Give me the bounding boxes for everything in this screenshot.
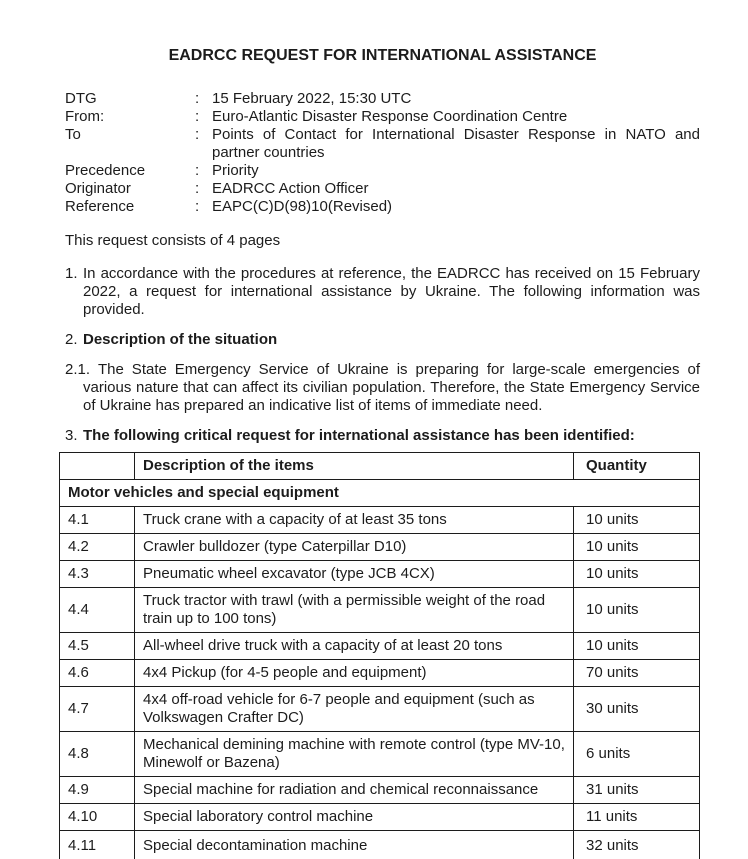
paragraph-number: 3. [65, 427, 78, 444]
cell-description: All-wheel drive truck with a capacity of at least 20 tons [135, 633, 574, 660]
table-row [60, 534, 700, 561]
field-value: Euro-Atlantic Disaster Response Coordination Centre [212, 108, 568, 125]
cell-description: 4x4 off-road vehicle for 6-7 people and equipment (such as Volkswagen Crafter DC) [135, 687, 574, 732]
field-value: EAPC(C)D(98)10(Revised) [212, 198, 393, 215]
paragraph [65, 331, 700, 349]
field-label: Precedence [65, 162, 146, 179]
cell-quantity: 10 units [574, 507, 700, 534]
cell-quantity: 11 units [574, 804, 700, 831]
cell-quantity: 31 units [574, 777, 700, 804]
field-value: Priority [212, 162, 259, 179]
paragraph-number: 1. [65, 265, 78, 282]
paragraphs [65, 265, 700, 445]
table-row [60, 633, 700, 660]
field-row [65, 90, 700, 108]
paragraph [65, 427, 700, 445]
paragraph-text: Description of the situation [83, 331, 278, 348]
cell-quantity: 10 units [574, 588, 700, 633]
table-row [60, 732, 700, 777]
cell-item-id: 4.4 [60, 588, 135, 633]
field-value: 15 February 2022, 15:30 UTC [212, 90, 412, 107]
table-header-row [60, 453, 700, 480]
cell-description: Pneumatic wheel excavator (type JCB 4CX) [135, 561, 574, 588]
field-row [65, 162, 700, 180]
cell-quantity: 10 units [574, 561, 700, 588]
field-separator: : [195, 162, 200, 179]
field-separator: : [195, 90, 200, 107]
col-header-quantity: Quantity [574, 453, 700, 480]
cell-quantity: 6 units [574, 732, 700, 777]
field-label: To [65, 126, 81, 143]
field-value: EADRCC Action Officer [212, 180, 369, 197]
cell-description: Crawler bulldozer (type Caterpillar D10) [135, 534, 574, 561]
cell-quantity: 10 units [574, 633, 700, 660]
page-count-note: This request consists of 4 pages [65, 232, 281, 249]
table-row [60, 660, 700, 687]
cell-item-id: 4.2 [60, 534, 135, 561]
table-row [60, 687, 700, 732]
table-row [60, 804, 700, 831]
cell-description: Truck crane with a capacity of at least 35 tons [135, 507, 574, 534]
field-label: DTG [65, 90, 97, 107]
paragraph-text: The State Emergency Service of Ukraine is preparing for large-scale emergencies of various nature that can affect its civilian population. Therefore, the State Emergency Service of Ukraine has prepared an indicative list of items of immediate need. [83, 361, 700, 414]
cell-quantity: 30 units [574, 687, 700, 732]
paragraph-number: 2. [65, 331, 78, 348]
cell-item-id: 4.9 [60, 777, 135, 804]
cell-description: Truck tractor with trawl (with a permissible weight of the road train up to 100 tons) [135, 588, 574, 633]
field-label: From: [65, 108, 105, 125]
cell-description: Special laboratory control machine [135, 804, 574, 831]
field-row [65, 126, 700, 162]
table-row [60, 831, 700, 859]
document-title: EADRCC REQUEST FOR INTERNATIONAL ASSISTANCE [168, 47, 597, 64]
table-row [60, 777, 700, 804]
cell-quantity: 10 units [574, 534, 700, 561]
cell-description: Mechanical demining machine with remote control (type MV-10, Minewolf or Bazena) [135, 732, 574, 777]
col-header-description: Description of the items [135, 453, 574, 480]
field-label: Originator [65, 180, 131, 197]
cell-item-id: 4.1 [60, 507, 135, 534]
paragraph [65, 265, 700, 319]
field-separator: : [195, 180, 200, 197]
table-row [60, 588, 700, 633]
items-table [59, 452, 700, 859]
field-row [65, 108, 700, 126]
table-section-row [60, 480, 700, 507]
field-row [65, 180, 700, 198]
cell-item-id: 4.6 [60, 660, 135, 687]
cell-description: 4x4 Pickup (for 4-5 people and equipment) [135, 660, 574, 687]
cell-quantity: 70 units [574, 660, 700, 687]
field-separator: : [195, 126, 200, 143]
cell-description: Special machine for radiation and chemical reconnaissance [135, 777, 574, 804]
cell-quantity: 32 units [574, 831, 700, 859]
cell-item-id: 4.11 [60, 831, 135, 859]
paragraph [65, 361, 700, 415]
paragraph-number: 2.1. [65, 361, 91, 378]
header-fields [65, 90, 700, 216]
cell-item-id: 4.10 [60, 804, 135, 831]
field-separator: : [195, 108, 200, 125]
cell-description: Special decontamination machine [135, 831, 574, 859]
table-row [60, 507, 700, 534]
cell-item-id: 4.7 [60, 687, 135, 732]
field-separator: : [195, 198, 200, 215]
paragraph-text: The following critical request for international assistance has been identified: [83, 427, 635, 444]
field-label: Reference [65, 198, 135, 215]
field-value: Points of Contact for International Disaster Response in NATO and partner countries [212, 126, 700, 161]
table-row [60, 561, 700, 588]
section-label: Motor vehicles and special equipment [60, 480, 700, 507]
col-header-item-id [60, 453, 135, 480]
field-row [65, 198, 700, 216]
paragraph-text: In accordance with the procedures at reference, the EADRCC has received on 15 February 2022, a request for international assistance by Ukraine. The following information was provided. [83, 265, 700, 318]
cell-item-id: 4.3 [60, 561, 135, 588]
cell-item-id: 4.8 [60, 732, 135, 777]
cell-item-id: 4.5 [60, 633, 135, 660]
